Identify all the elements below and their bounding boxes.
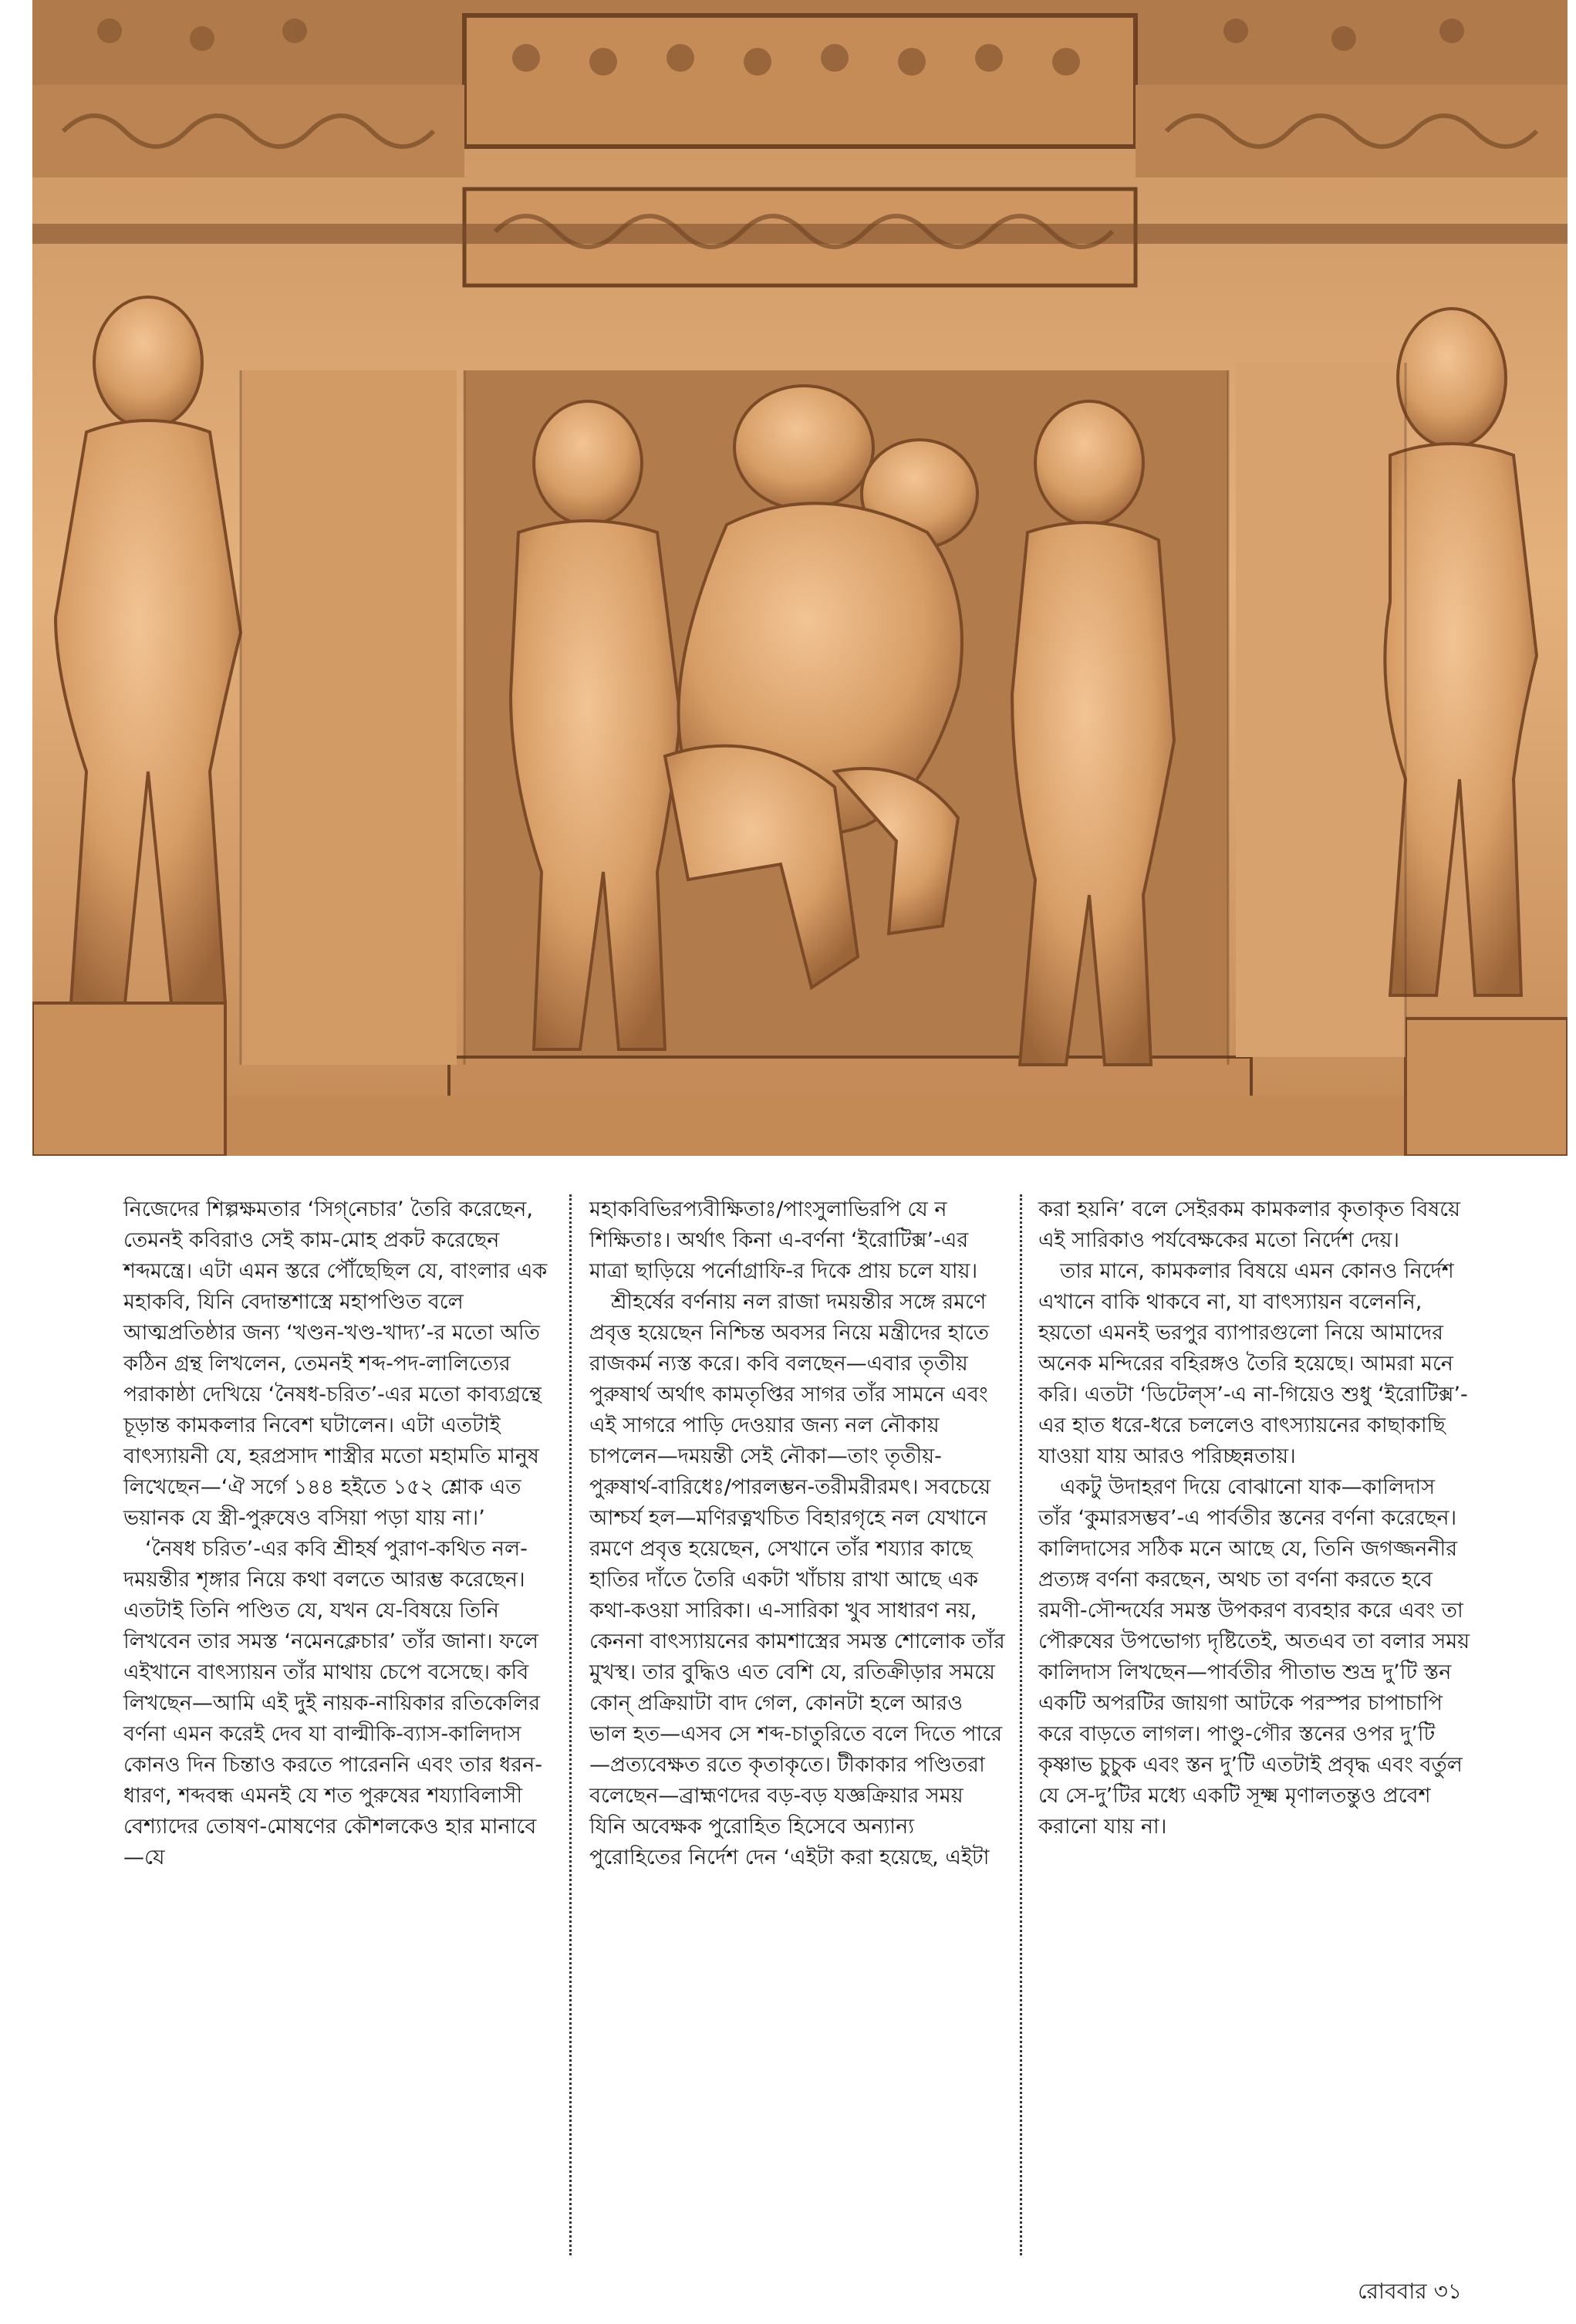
paragraph: করা হয়নি’ বলে সেইরকম কামকলার কৃতাকৃত বিষয়ে এই সারিকাও পর্যবেক্ষকের মতো নির্দেশ দেয়। <box>1038 1197 1461 1252</box>
paragraph: শ্রীহর্ষের বর্ণনায় নল রাজা দময়ন্তীর সঙ্গে রমণে প্রবৃত্ত হয়েছেন নিশ্চিন্ত অবসর নিয়ে মন্ত্রীদের হাতে রাজকর্ম ন্যস্ত করে। কবি বলছেন—এবার তৃতীয় পুরুষার্থ অর্থাৎ কামতৃপ্তির সাগর তাঁর সামনে এবং এই সাগরে পাড়ি দেওয়ার জন্য নল নৌকায় চাপলেন—দময়ন্তী সেই নৌকা—তাং তৃতীয়-পুরুষার্থ-বারিধেঃ/পারলম্ভন-তরীমরীরমৎ। সবচেয়ে আশ্চর্য হল—মণিরত্নখচিত বিহারগৃহে নল যেখানে রমণে প্রবৃত্ত হয়েছেন, সেখানে তাঁর শয্যার কাছে হাতির দাঁতে তৈরি একটা খাঁচায় রাখা আছে এক কথা-কওয়া সারিকা। এ-সারিকা খুব সাধারণ নয়, কেননা বাৎস্যায়নের কামশাস্ত্রের সমস্ত শোলোক তাঁর মুখস্থ। তার বুদ্ধিও এত বেশি যে, রতিক্রীড়ার সময়ে কোন্ প্রক্রিয়াটা বাদ গেল, কোনটা হলে আরও ভাল হত—এসব সে শব্দ-চাতুরিতে বলে দিতে পারে—প্রত্যবেক্ষত রতে কৃতাকৃতে। টীকাকার পণ্ডিতরা বলেছেন—ব্রাহ্মণদের বড়-বড় যজ্ঞক্রিয়ার সময় যিনি অবেক্ষক পুরোহিত হিসেবে অন্যান্য পুরোহিতের নির্দেশ দেন ‘এইটা করা হয়েছে, এইটা <box>589 1290 1005 1870</box>
paragraph: তার মানে, কামকলার বিষয়ে এমন কোনও নির্দেশ এখানে বাকি থাকবে না, যা বাৎস্যায়ন বলেননি, হয়তো এমনই ভরপুর ব্যাপারগুলো নিয়ে আমাদের অনেক মন্দিরের বহিরঙ্গও তৈরি হয়েছে। আমরা মনে করি। এতটা ‘ডিটেল্‌স’-এ না-গিয়েও শুধু ‘ইরোটিক্স’-এর হাত ধরে-ধরে চললেও বাৎস্যায়নের কাছাকাছি যাওয়া যায় আরও পরিচ্ছন্নতায়। <box>1038 1259 1468 1468</box>
page-number: ৩১ <box>1433 2278 1462 2304</box>
text-column-3 <box>1038 1194 1470 1843</box>
page-folio <box>1358 2275 1462 2311</box>
column-divider <box>1020 1194 1022 2255</box>
paragraph: নিজেদের শিল্পক্ষমতার ‘সিগ্‌নেচার’ তৈরি করেছেন, তেমনই কবিরাও সেই কাম-মোহ প্রকট করেছেন শব্দমন্ত্রে। এটা এমন স্তরে পৌঁছেছিল যে, বাংলার এক মহাকবি, যিনি বেদান্তশাস্ত্রে মহাপণ্ডিত বলে আত্মপ্রতিষ্ঠার জন্য ‘খণ্ডন-খণ্ড-খাদ্য’-র মতো অতি কঠিন গ্রন্থ লিখলেন, তেমনই শব্দ-পদ-লালিত্যের পরাকাষ্ঠা দেখিয়ে ‘নৈষধ-চরিত’-এর মতো কাব্যগ্রন্থে চূড়ান্ত কামকলার নিবেশ ঘটালেন। এটা এতটাই বাৎস্যায়নী যে, হরপ্রসাদ শাস্ত্রীর মতো মহামতি মানুষ লিখেছেন—‘ঐ সর্গে ১৪৪ হইতে ১৫২ শ্লোক এত ভয়ানক যে স্ত্রী-পুরুষেও বসিয়া পড়া যায় না।’ <box>123 1197 548 1530</box>
text-column-2 <box>589 1194 1006 1873</box>
column-divider <box>569 1194 572 2255</box>
magazine-name: রোববার <box>1358 2278 1427 2304</box>
paragraph: একটু উদাহরণ দিয়ে বোঝানো যাক—কালিদাস তাঁর ‘কুমারসম্ভব’-এ পার্বতীর স্তনের বর্ণনা করেছেন। কালিদাসের সঠিক মনে আছে যে, তিনি জগজ্জননীর প্রত্যঙ্গ বর্ণনা করছেন, অথচ তা বর্ণনা করতে হবে রমণী-সৌন্দর্যের সমস্ত উপকরণ ব্যবহার করে এবং তা পৌরুষের উপভোগ্য দৃষ্টিতেই, অতএব তা বলার সময় কালিদাস লিখছেন—পার্বতীর পীতাভ শুভ্র দু’টি স্তন একটি অপরটির জায়গা আটকে পরস্পর চাপাচাপি করে বাড়তে লাগল। পাণ্ডু-গৌর স্তনের ওপর দু’টি কৃষ্ণাভ চুচুক এবং স্তন দু’টি এতটাই প্রবৃদ্ধ এবং বর্তুল যে সে-দু’টির মধ্যে একটি সূক্ষ্ম মৃণালতন্তুও প্রবেশ করানো যায় না। <box>1038 1475 1470 1839</box>
relief-illustration <box>32 0 1568 1156</box>
text-column-1 <box>123 1194 555 1873</box>
paragraph: ‘নৈষধ চরিত’-এর কবি শ্রীহর্ষ পুরাণ-কথিত নল-দময়ন্তীর শৃঙ্গার নিয়ে কথা বলতে আরম্ভ করেছেন। এতটাই তিনি পণ্ডিত যে, যখন যে-বিষয়ে তিনি লিখবেন তার সমস্ত ‘নমেনক্লেচার’ তাঁর জানা। ফলে এইখানে বাৎস্যায়ন তাঁর মাথায় চেপে বসেছে। কবি লিখছেন—আমি এই দুই নায়ক-নায়িকার রতিকেলির বর্ণনা এমন করেই দেব যা বাল্মীকি-ব্যাস-কালিদাস কোনও দিন চিন্তাও করতে পারেননি এবং তার ধরন-ধারণ, শব্দবন্ধ এমনই যে শত পুরুষের শয্যাবিলাসী বেশ্যাদের তোষণ-মোষণের কৌশলকেও হার মানাবে—যে <box>123 1537 543 1870</box>
paragraph: মহাকবিভিরপ্যবীক্ষিতাঃ/পাংসুলাভিরপি যে ন শিক্ষিতাঃ। অর্থাৎ কিনা এ-বর্ণনা ‘ইরোটিক্স’-এর মাত্রা ছাড়িয়ে পর্নোগ্রাফি-র দিকে প্রায় চলে যায়। <box>589 1197 978 1283</box>
temple-relief-photo <box>32 0 1568 1156</box>
